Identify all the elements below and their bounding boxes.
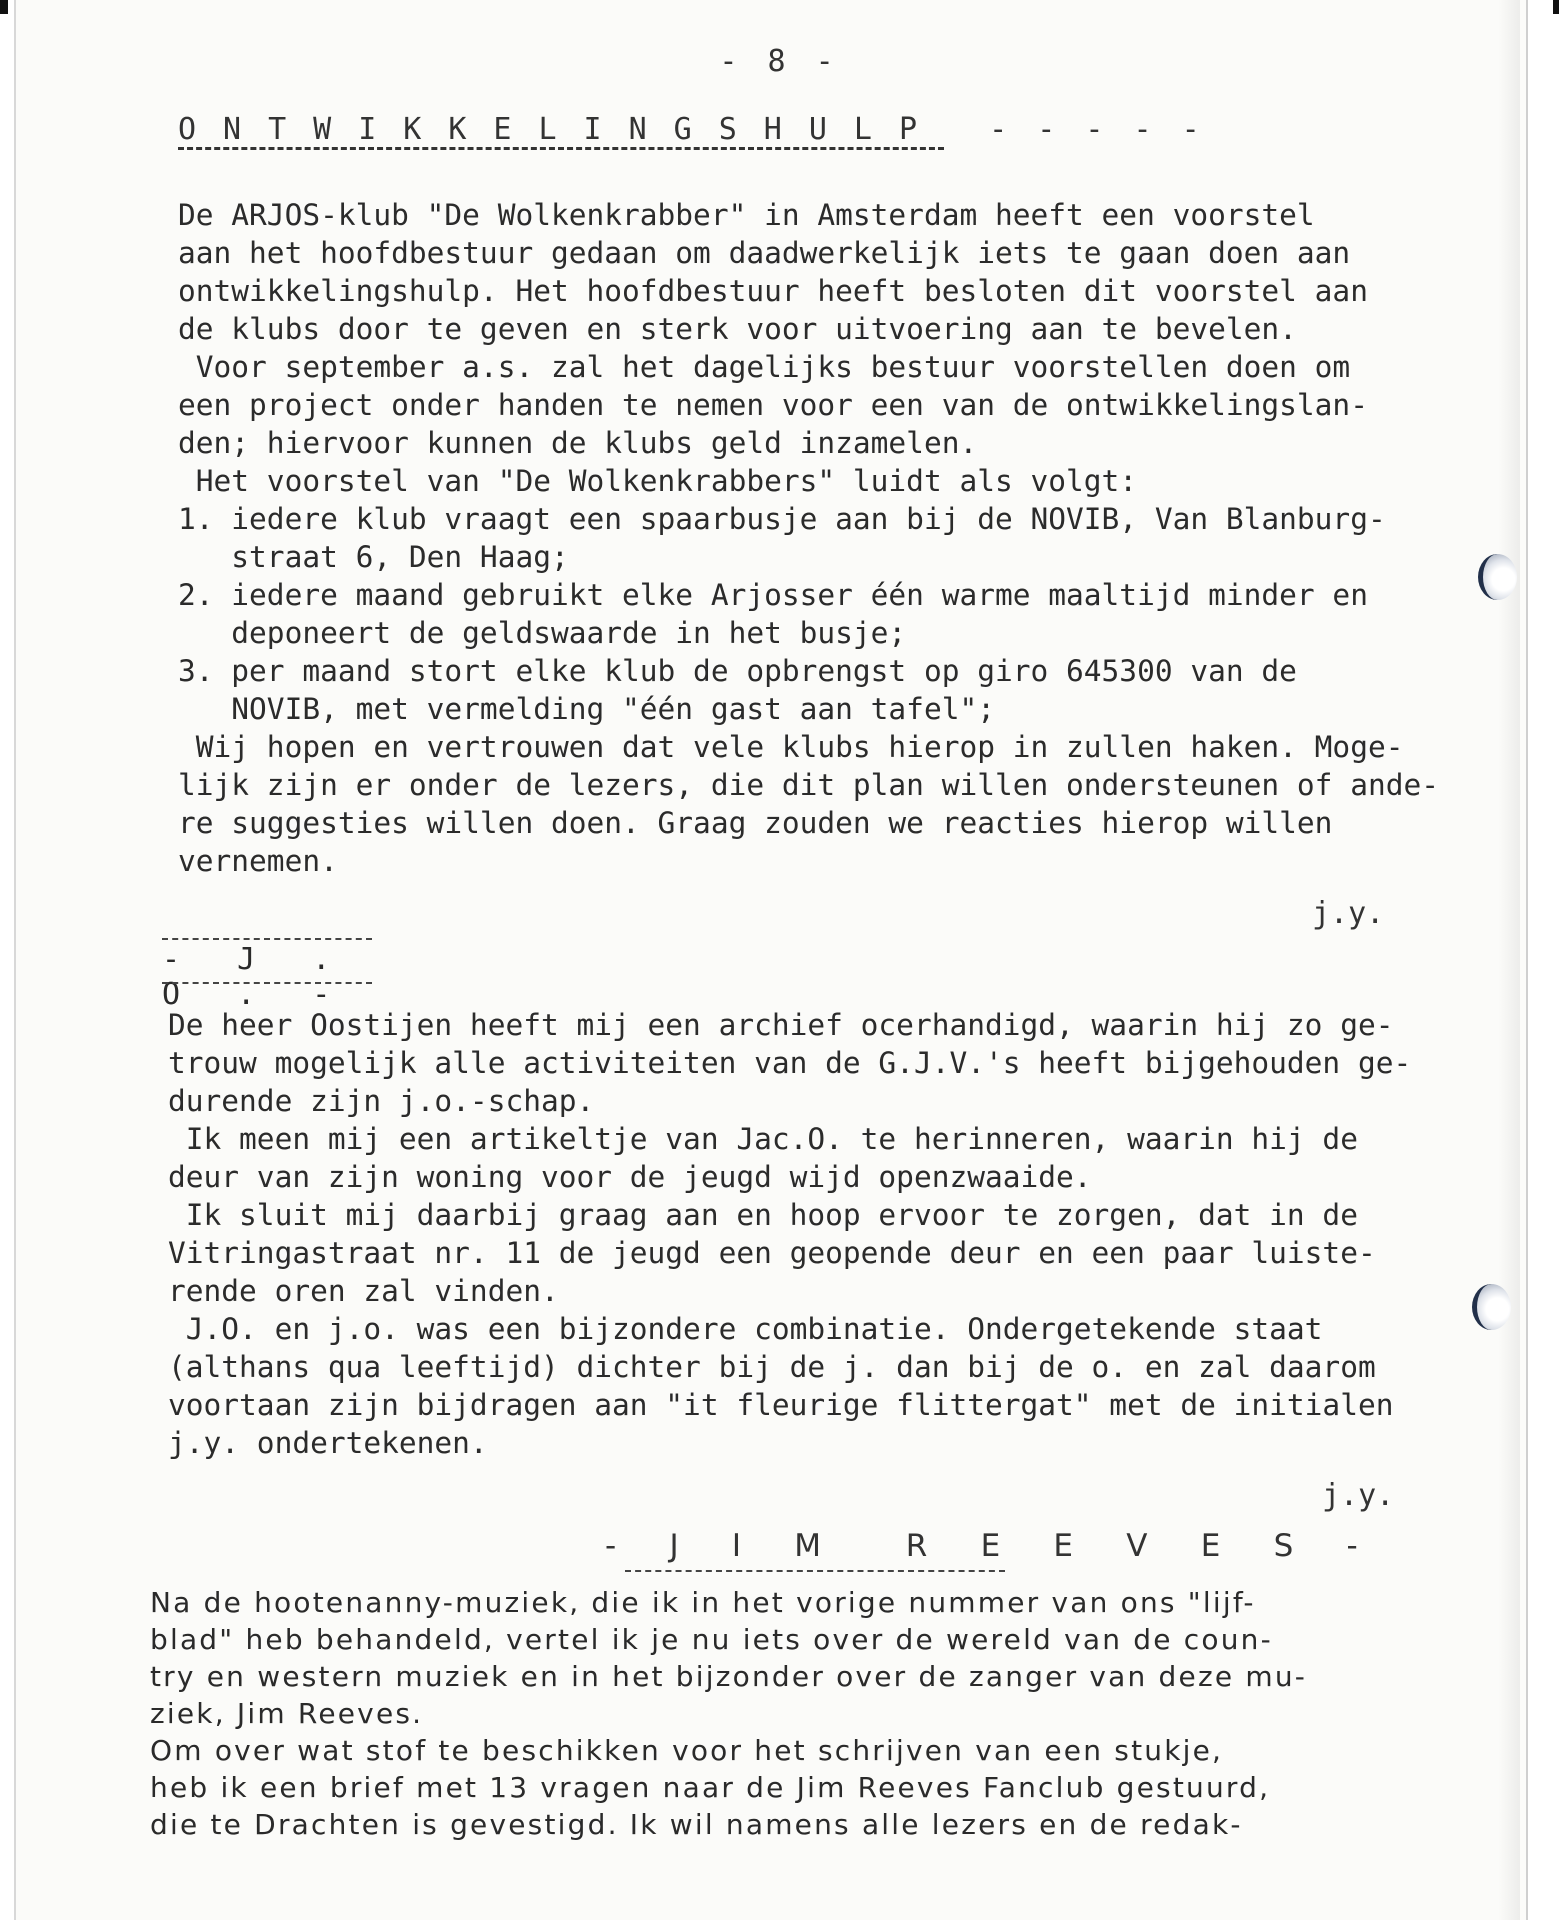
body-line: een project onder handen te nemen voor een van de ontwikkelingslan- [178,388,1368,422]
body-line: De heer Oostijen heeft mij een archief ocerhandigd, waarin hij zo ge- [168,1008,1394,1042]
heading-rule-bottom [162,982,372,984]
body-line: heb ik een brief met 13 vragen naar de Jim Reeves Fanclub gestuurd, [150,1771,1271,1804]
body-line: J.O. en j.o. was een bijzondere combinatie. Ondergetekende staat [168,1312,1323,1346]
scan-corner-mark [0,0,8,14]
body-line: rende oren zal vinden. [168,1274,559,1308]
signature: j.y. [1322,1478,1395,1513]
body-line: De ARJOS-klub "De Wolkenkrabber" in Amsterdam heeft een voorstel [178,198,1315,232]
jim-reeves-body [150,1584,1480,1843]
body-line: durende zijn j.o.-schap. [168,1084,595,1118]
heading-underline [625,1570,1005,1572]
body-line: Wij hopen en vertrouwen dat vele klubs hierop in zullen haken. Moge- [178,730,1404,764]
body-line: Vitringastraat nr. 11 de jeugd een geopende deur en een paar luiste- [168,1236,1376,1270]
list-item: 1. iedere klub vraagt een spaarbusje aan bij de NOVIB, Van Blanburg- [178,502,1386,536]
body-line: (althans qua leeftijd) dichter bij de j. dan bij de o. en zal daarom [168,1350,1376,1384]
section-heading-jim-reeves [605,1528,1379,1564]
jo-body [168,1006,1488,1462]
body-line: try en western muziek en in het bijzonder over de zanger van deze mu- [150,1660,1308,1693]
body-line: Het voorstel van "De Wolkenkrabbers" luidt als volgt: [178,464,1138,498]
heading-rule-top [162,938,372,940]
body-line: Voor september a.s. zal het dagelijks bestuur voorstellen doen om [178,350,1351,384]
body-line: ziek, Jim Reeves. [150,1697,424,1730]
body-line: den; hiervoor kunnen de klubs geld inzamelen. [178,426,978,460]
body-line: ontwikkelingshulp. Het hoofdbestuur heeft besloten dit voorstel aan [178,274,1368,308]
list-item-cont: NOVIB, met vermelding "één gast aan tafel"; [178,692,995,726]
body-line: vernemen. [178,844,338,878]
body-line: die te Drachten is gevestigd. Ik wil namens alle lezers en de redak- [150,1808,1243,1841]
page-number: - 8 - [719,44,840,79]
heading-text: - J . O . - [162,942,350,1012]
body-line: j.y. ondertekenen. [168,1426,488,1460]
body-line: Ik sluit mij daarbij graag aan en hoop ervoor te zorgen, dat in de [168,1198,1358,1232]
list-item: 2. iedere maand gebruikt elke Arjosser één warme maaltijd minder en [178,578,1368,612]
ontwikkeling-body [178,196,1498,880]
section-heading-jo [162,930,382,1012]
heading-text: ONTWIKKELINGSHULP [178,112,945,147]
scan-corner-mark-right [1553,0,1559,14]
body-line: Na de hootenanny-muziek, die ik in het vorige nummer van ons "lijf- [150,1586,1256,1619]
body-line: deur van zijn woning voor de jeugd wijd openzwaaide. [168,1160,1092,1194]
body-line: blad" heb behandeld, vertel ik je nu iets over de wereld van de coun- [150,1623,1273,1656]
body-line: aan het hoofdbestuur gedaan om daadwerkelijk iets te gaan doen aan [178,236,1351,270]
body-line: trouw mogelijk alle activiteiten van de G.J.V.'s heeft bijgehouden ge- [168,1046,1412,1080]
list-item-cont: straat 6, Den Haag; [178,540,569,574]
body-line: lijk zijn er onder de lezers, die dit plan willen ondersteunen of ande- [178,768,1439,802]
heading-dashes: - - - - - [989,112,1206,147]
page-edge-shadow [1498,0,1520,1920]
body-line: re suggesties willen doen. Graag zouden we reacties hierop willen [178,806,1333,840]
body-line: voortaan zijn bijdragen aan "it fleurige flittergat" met de initialen [168,1388,1394,1422]
section-heading-ontwikkelingshulp [178,112,1206,147]
list-item-cont: deponeert de geldswaarde in het busje; [178,616,907,650]
heading-text: - J I M R E E V E S - [605,1528,1380,1564]
body-line: Ik meen mij een artikeltje van Jac.O. te herinneren, waarin hij de [168,1122,1358,1156]
body-line: de klubs door te geven en sterk voor uitvoering aan te bevelen. [178,312,1297,346]
list-item: 3. per maand stort elke klub de opbrengst op giro 645300 van de [178,654,1297,688]
body-line: Om over wat stof te beschikken voor het schrijven van een stukje, [150,1734,1224,1767]
signature: j.y. [1312,896,1385,931]
